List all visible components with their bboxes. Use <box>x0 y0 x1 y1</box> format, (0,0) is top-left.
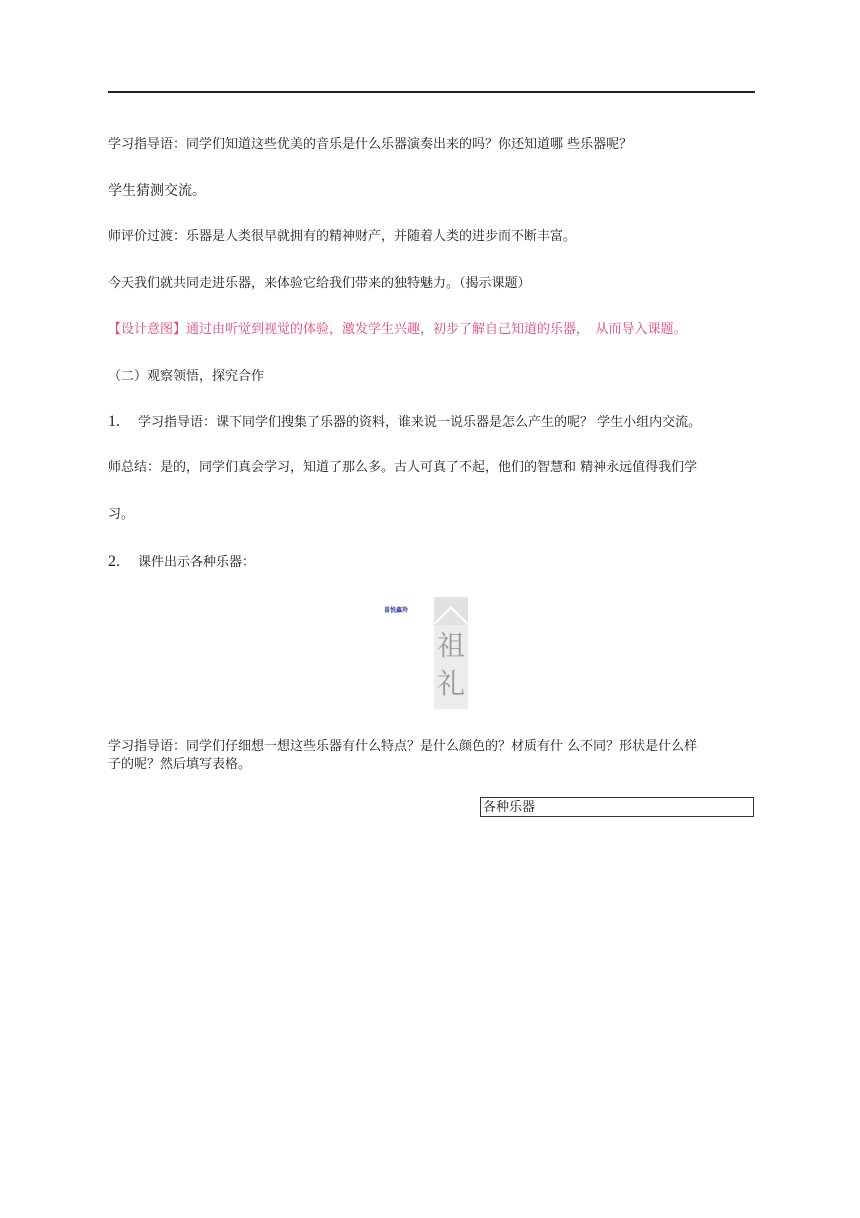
paragraph-teacher-summary: 师总结：是的，同学们真会学习，知道了那么多。古人可真了不起，他们的智慧和 精神永远值得我们学 <box>108 460 698 475</box>
seal-graphic <box>434 597 468 709</box>
paragraph-guide-1: 学习指导语：同学们知道这些优美的音乐是什么乐器演奏出来的吗？你还知道哪 些乐器呢？ <box>108 137 633 152</box>
seal-char-1: 祖 <box>436 629 465 662</box>
paragraph-student-guess: 学生猜测交流。 <box>108 183 206 199</box>
header-rule <box>108 91 755 93</box>
paragraph-teacher-transition: 师评价过渡：乐器是人类很早就拥有的精神财产，并随着人类的进步而不断丰富。 <box>108 229 577 244</box>
paragraph-reveal-topic: 今天我们就共同走进乐器，来体验它给我们带来的独特魅力。（揭示课题） <box>108 276 531 291</box>
list-item-1 <box>108 413 701 432</box>
list-item-2-text: 课件出示各种乐器： <box>138 555 256 570</box>
table-header-cell: 各种乐器 <box>483 800 536 815</box>
image-caption: 喜悦鑫羚 <box>384 607 409 614</box>
section-heading-observe: （二）观察领悟，探究合作 <box>108 369 265 384</box>
list-number-2: 2. <box>108 553 120 570</box>
paragraph-guide-2-cont: 子的呢？然后填写表格。 <box>108 757 252 772</box>
seal-char-2: 礼 <box>436 667 465 700</box>
instrument-image <box>384 597 474 709</box>
paragraph-guide-2: 学习指导语：同学们仔细想一想这些乐器有什么特点？是什么颜色的？材质有什 么不同？形状是什么样 <box>108 739 698 754</box>
paragraph-design-intent: 【设计意图】通过由听觉到视觉的体验，激发学生兴趣，初步了解自己知道的乐器， 从而导入课题。 <box>108 322 687 337</box>
instrument-table <box>480 797 754 817</box>
list-item-1-text: 学习指导语：课下同学们搜集了乐器的资料，谁来说一说乐器是怎么产生的呢？ 学生小组内交流。 <box>138 415 702 430</box>
paragraph-summary-end: 习。 <box>108 507 135 522</box>
list-item-2 <box>108 553 255 572</box>
list-number-1: 1. <box>108 413 120 430</box>
